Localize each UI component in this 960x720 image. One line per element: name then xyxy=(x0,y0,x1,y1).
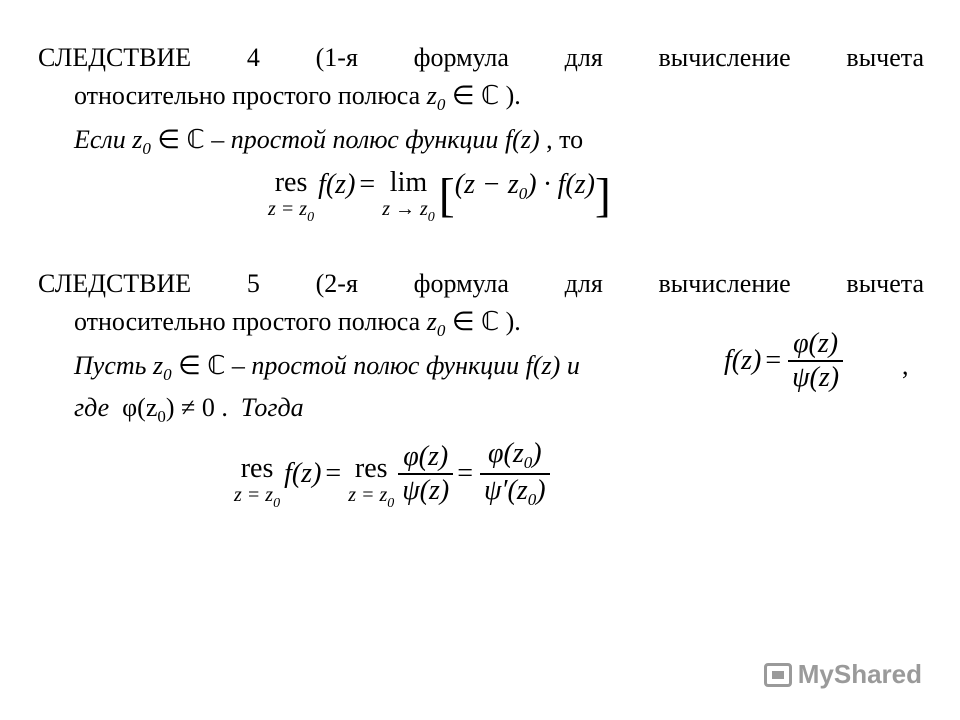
corollary-4-line2 xyxy=(74,80,521,121)
phi-z0-over-psi-prime-z0: $\frac{\varphi(z_0)}{\psi'(z_0)}$ xyxy=(480,438,550,510)
res-operator: res $z = z_0$ xyxy=(268,167,315,225)
res-operator-2: res $z = z_0$ xyxy=(234,453,281,511)
phi-over-psi-2: $\frac{\varphi(z)}{\psi(z)}$ xyxy=(398,441,453,507)
corollary-4-condition: Если $z_0$ ∈ ℂ – простой полюс функции f(z) , то xyxy=(74,125,584,158)
corollary-5-line2: относительно простого полюса $z_0$ ∈ ℂ ). xyxy=(74,307,521,340)
equals-sign: = xyxy=(359,169,383,200)
z0-symbol: $z_0$ xyxy=(426,81,446,114)
myshared-logo xyxy=(764,659,922,690)
in-c-symbol: ∈ ℂ xyxy=(451,81,500,110)
where-clause: где $\varphi(z_0) \ne 0$ . Тогда xyxy=(74,393,304,426)
corollary-4-line2-text: относительно простого полюса xyxy=(74,81,421,110)
logo-text: MyShared xyxy=(797,659,922,689)
corollary-4-heading: СЛЕДСТВИЕ 4 (1-я формула для вычисление вычета xyxy=(38,43,924,72)
close-paren: ). xyxy=(505,81,521,110)
right-bracket: ] xyxy=(594,169,611,222)
left-bracket: [ xyxy=(438,169,455,222)
formula-1 xyxy=(268,168,611,226)
comma: , xyxy=(902,351,909,380)
monitor-icon xyxy=(764,663,792,687)
lim-operator: lim $z \to z_0$ xyxy=(382,167,435,225)
f-of-z: f(z) xyxy=(318,169,356,200)
lim-expression: $(z - z_0) \cdot f(z)$ xyxy=(454,169,595,203)
res-operator-3: res $z = z_0$ xyxy=(348,453,395,511)
phi-over-psi: $\frac{\varphi(z)}{\psi(z)}$ xyxy=(788,328,843,394)
corollary-5-condition: Пусть $z_0$ ∈ ℂ – простой полюс функции f(z) и xyxy=(74,351,580,384)
f-definition: f(z) = $\frac{\varphi(z)}{\psi(z)}$ xyxy=(724,328,843,394)
formula-2: res $z = z_0$ f(z) = res $z = z_0$ $\frac{\varphi(z)}{\psi(z)}$ = $\frac{\varphi(z_0)}{\psi'(z_0)}$ xyxy=(234,436,550,512)
corollary-5-heading: СЛЕДСТВИЕ 5 (2-я формула для вычисление вычета xyxy=(38,269,924,298)
